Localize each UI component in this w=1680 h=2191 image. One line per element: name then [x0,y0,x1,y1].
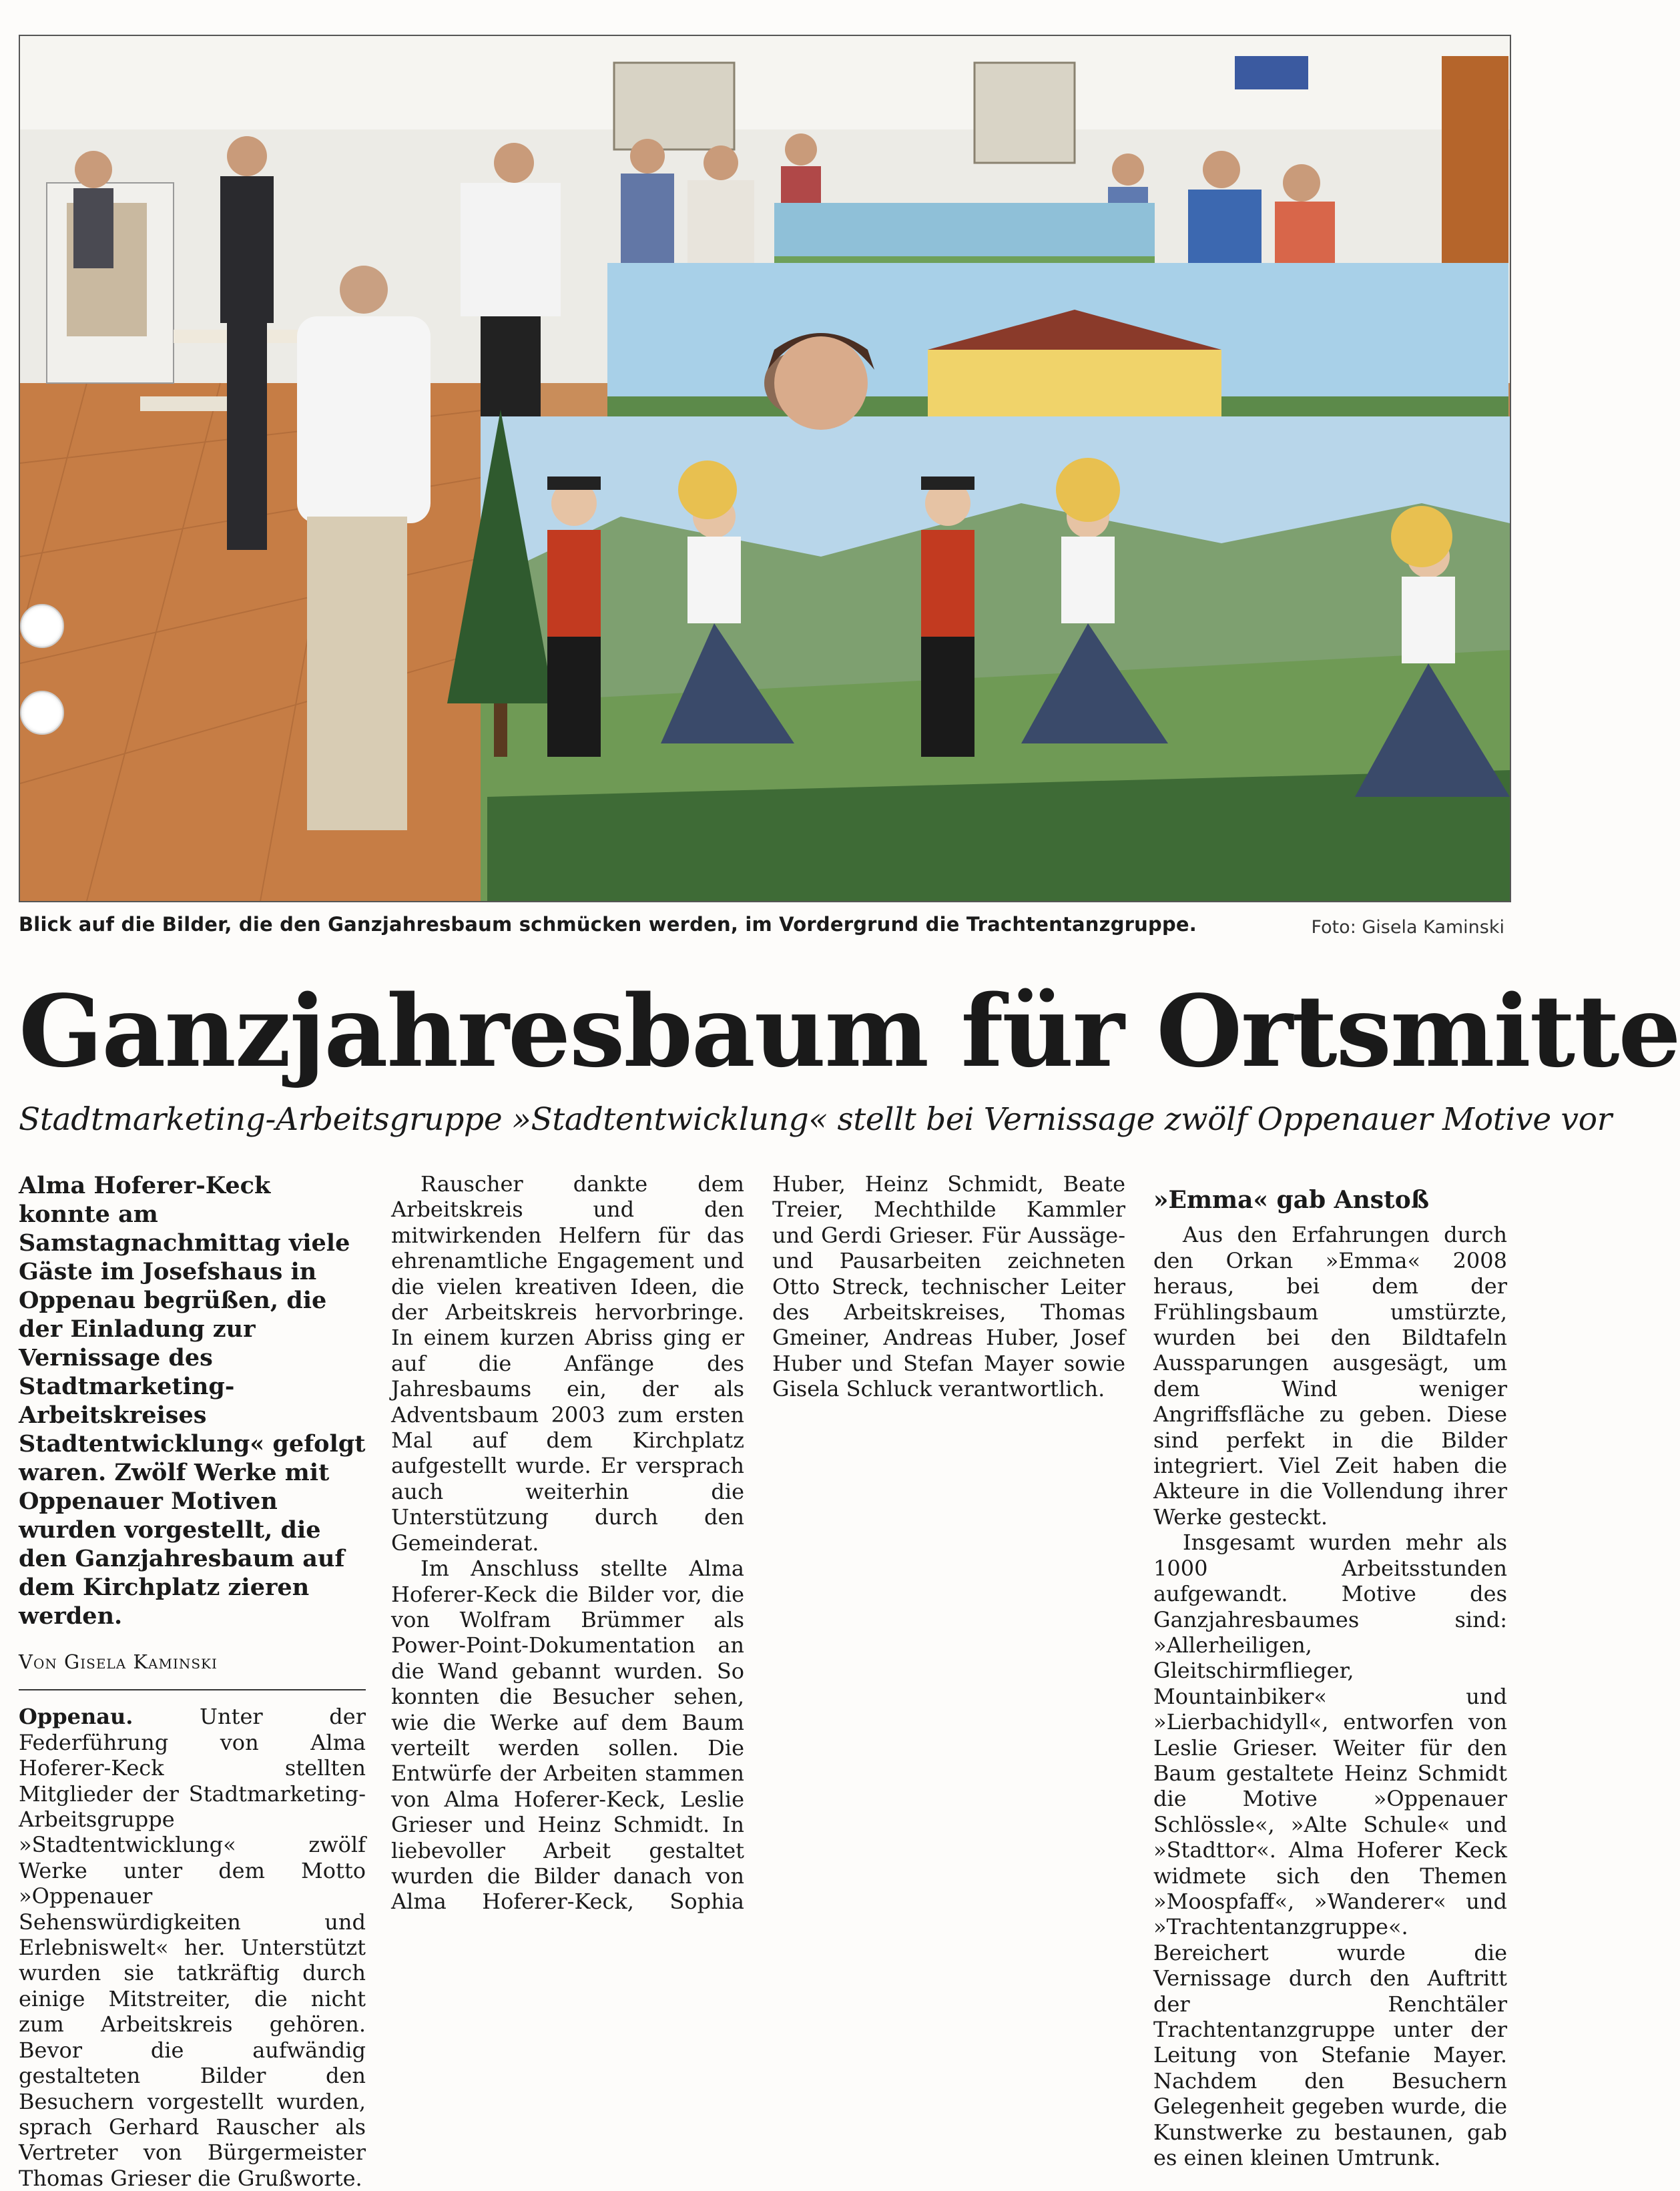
punch-hole [20,691,64,735]
article-headline: Ganzjahresbaum für Ortsmitte [19,973,1680,1089]
paragraph-1 [19,1704,366,2191]
byline: Von Gisela Kaminski [19,1650,218,1673]
paragraph-1-text: Unter der Federführung von Alma Hoferer-Keck stellten Mitglieder der Stadtmarketing-Arbeitsgruppe »Stadtentwicklung« zwölf Werke unter dem Motto »Oppenauer Sehenswürdigkeiten und Erlebniswelt« her. Unterstützt wurden sie tatkräftig durch einige Mitstreiter, die nicht zum Arbeitskreis gehören. Bevor die aufwändig gestalteten Bilder den Besuchern vorgestellt wurden, sprach Gerhard Rauscher als Vertreter von Bürgermeister Thomas Grieser die Grußworte. [19,1704,366,2191]
article-column-4 [1153,1171,1507,2171]
article-lead: Alma Hoferer-Keck konnte am Samstagnachmittag viele Gäste im Josefshaus in Oppenau begrüßen, die der Einladung zur Vernissage des Stadtmarketing-Arbeitskreises Stadtentwicklung« gefolgt waren. Zwölf Werke mit Oppenauer Motiven wurden vorgestellt, die den Ganzjahresbaum auf dem Kirchplatz zieren werden. [19,1172,366,1630]
photo-caption: Blick auf die Bilder, die den Ganzjahresbaum schmücken werden, im Vordergrund die Trachtentanzgruppe. [19,913,1197,936]
subheading-emma: »Emma« gab Anstoß [1153,1186,1430,1214]
paragraph-4: Aus den Erfahrungen durch den Orkan »Emma« 2008 heraus, bei dem der Frühlingsbaum umstürzte, wurden bei den Bildtafeln Aussparungen ausgesägt, um dem Wind weniger Angriffsfläche zu geben. Diese sind perfekt in die Bilder integriert. Viel Zeit haben die Akteure in die Vollendung ihrer Werke gesteckt. [1153,1222,1507,1530]
article-subheadline: Stadtmarketing-Arbeitsgruppe »Stadtentwicklung« stellt bei Vernissage zwölf Oppenauer Motive vor [19,1101,1612,1138]
punch-hole [20,604,64,648]
paragraph-3: Im Anschluss stellte Alma Hoferer-Keck die Bilder vor, die von Wolfram Brümmer als Power-Point-Dokumentation an die Wand gebannt wurden. So konnten die Besucher sehen, wie die Werke auf dem Baum verteilt werden sollen. Die Entwürfe der Arbeiten stammen von Alma Hoferer-Keck, Leslie Grieser und Heinz Schmidt. In liebevoller Arbeit gestaltet wurden die Bilder danach von Alma Hoferer-Keck, Sophia Huber, Heinz Schmidt, Beate Treier, Mechthilde Kammler und Gerdi Grieser. Für Aussäge- und Pausarbeiten zeichneten Otto Streck, technischer Leiter des Arbeitskreises, Thomas Gmeiner, Andreas Huber, Josef Huber und Stefan Mayer sowie Gisela Schluck verantwortlich. [391,1171,1125,1915]
photo-illustration [20,36,1510,901]
paragraph-5: Insgesamt wurden mehr als 1000 Arbeitsstunden aufgewandt. Motive des Ganzjahresbaumes sind: »Allerheiligen, Gleitschirmflieger, Mountainbiker« und »Lierbachidyll«, entworfen von Leslie Grieser. Weiter für den Baum gestaltete Heinz Schmidt die Motive »Oppenauer Schlössle«, »Alte Schule« und »Stadttor«. Alma Hoferer Keck widmete sich den Themen »Moospfaff«, »Wanderer« und »Trachtentanzgruppe«. Bereichert wurde die Vernissage durch den Auftritt der Renchtäler Trachtentanzgruppe unter der Leitung von Stefanie Mayer. Nachdem den Besuchern Gelegenheit gegeben wurde, die Kunstwerke zu bestaunen, gab es einen kleinen Umtrunk. [1153,1530,1507,2171]
article-photo [19,35,1511,902]
photo-credit: Foto: Gisela Kaminski [1311,917,1504,938]
article-column-1 [19,1171,366,2191]
article-column-2b [391,1171,1125,1929]
paragraph-2: Rauscher dankte dem Arbeitskreis und den mitwirkenden Helfern für das ehrenamtliche Engagement und die vielen kreativen Ideen, die der Arbeitskreis hervorbringe. In einem kurzen Abriss ging er auf die Anfänge des Jahresbaums ein, der als Adventsbaum 2003 zum ersten Mal auf dem Kirchplatz aufgestellt wurde. Er versprach auch weiterhin die Unterstützung durch den Gemeinderat. [391,1171,744,1556]
byline-divider [19,1689,366,1690]
dateline: Oppenau. [19,1704,133,1730]
